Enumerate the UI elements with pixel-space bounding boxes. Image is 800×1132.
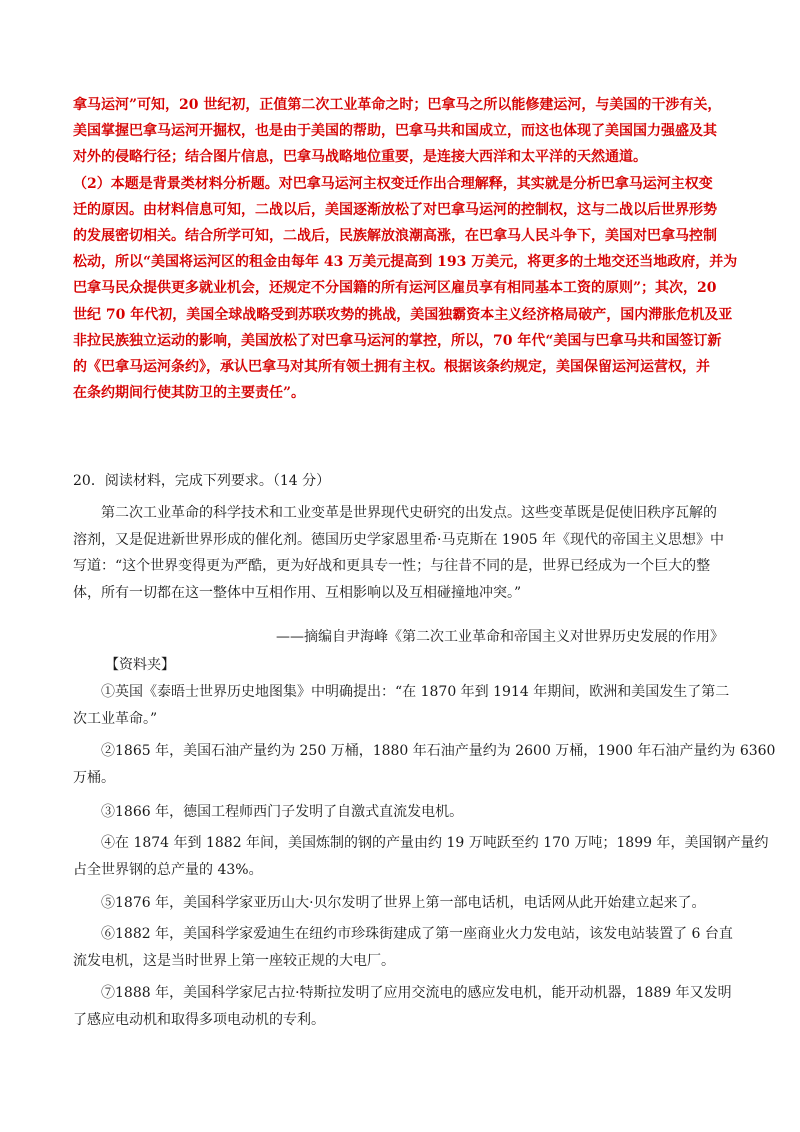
- answer-line: 拿马运河”可知，20 世纪初，正值第二次工业革命之时；巴拿马之所以能修建运河，与美国的干涉有关，: [73, 97, 722, 113]
- material-line: 第二次工业革命的科学技术和工业变革是世界现代史研究的出发点。这些变革既是促使旧秩序瓦解的: [101, 505, 717, 521]
- answer-line: 在条约期间行使其防卫的主要责任”。: [73, 385, 306, 402]
- answer-line: 的《巴拿马运河条约》，承认巴拿马对其所有领土拥有主权。根据该条约规定，美国保留运河运营权，并: [73, 359, 710, 376]
- answer-line: 非拉民族独立运动的影响，美国放松了对巴拿马运河的掌控，所以，70 年代“美国与巴拿马共和国签订新: [73, 332, 722, 349]
- folder-item-4: ④在 1874 年到 1882 年间，美国炼制的钢的产量由约 19 万吨跃至约 170 万吨；1899 年，美国钢产量约 占全世界钢的总产量的 43%。: [73, 835, 769, 878]
- folder-item-5: ⑤1876 年，美国科学家亚历山大·贝尔发明了世界上第一部电话机，电话网从此开始建立起来了。: [101, 895, 706, 911]
- answer-analysis-block: [73, 92, 738, 406]
- material-source: ——摘编自尹海峰《第二次工业革命和帝国主义对世界历史发展的作用》: [276, 629, 724, 645]
- material-line: 溶剂，又是促进新世界形成的催化剂。德国历史学家恩里希·马克斯在 1905 年《现代的帝国主义思想》中: [73, 531, 724, 548]
- answer-line: 对外的侵略行径；结合图片信息，巴拿马战略地位重要，是连接大西洋和太平洋的天然通道。: [73, 149, 647, 166]
- answer-line: 世纪 70 年代初，美国全球战略受到苏联攻势的挑战，美国独霸资本主义经济格局破产，国内滞胀危机及亚: [73, 306, 733, 323]
- folder-item-1: ①英国《泰晤士世界历史地图集》中明确提出：“在 1870 年到 1914 年期间，欧洲和美国发生了第二 次工业革命。”: [73, 684, 730, 727]
- answer-line: 迁的原因。由材料信息可知，二战以后，美国逐渐放松了对巴拿马运河的控制权，这与二战以后世界形势: [73, 201, 717, 218]
- material-line: 体，所有一切都在这一整体中互相作用、互相影响以及互相碰撞地冲突。”: [73, 584, 522, 601]
- material-paragraph: [73, 500, 733, 606]
- answer-line: 的发展密切相关。结合所学可知，二战后，民族解放浪潮高涨，在巴拿马人民斗争下，美国对巴拿马控制: [73, 228, 717, 245]
- answer-line: 美国掌握巴拿马运河开掘权，也是由于美国的帮助，巴拿马共和国成立，而这也体现了美国国力强盛及其: [73, 123, 717, 140]
- folder-item-2: ②1865 年，美国石油产量约为 250 万桶，1880 年石油产量约为 2600 万桶，1900 年石油产量约为 6360 万桶。: [73, 743, 776, 786]
- folder-item-6: ⑥1882 年，美国科学家爱迪生在纽约市珍珠街建成了第一座商业火力发电站，该发电站装置了 6 台直 流发电机，这是当时世界上第一座较正规的大电厂。: [73, 926, 733, 969]
- folder-item-3: ③1866 年，德国工程师西门子发明了自激式直流发电机。: [101, 804, 464, 820]
- answer-line: （2）本题是背景类材料分析题。对巴拿马运河主权变迁作出合理解释，其实就是分析巴拿马运河主权变: [73, 175, 713, 192]
- answer-line: 松动，所以“美国将运河区的租金由每年 43 万美元提高到 193 万美元，将更多的土地交还当地政府，并为: [73, 254, 738, 271]
- folder-label: 【资料夹】: [105, 657, 175, 673]
- answer-line: 巴拿马民众提供更多就业机会，还规定不分国籍的所有运河区雇员享有相同基本工资的原则”；其次，20: [73, 280, 717, 297]
- material-line: 写道：“这个世界变得更为严酷，更为好战和更具专一性；与往昔不同的是，世界已经成为一个巨大的整: [73, 558, 711, 574]
- question-heading: 20．阅读材料，完成下列要求。（14 分）: [73, 473, 331, 489]
- folder-item-7: ⑦1888 年，美国科学家尼古拉·特斯拉发明了应用交流电的感应发电机，能开动机器，1889 年又发明 了感应电动机和取得多项电动机的专利。: [73, 985, 732, 1028]
